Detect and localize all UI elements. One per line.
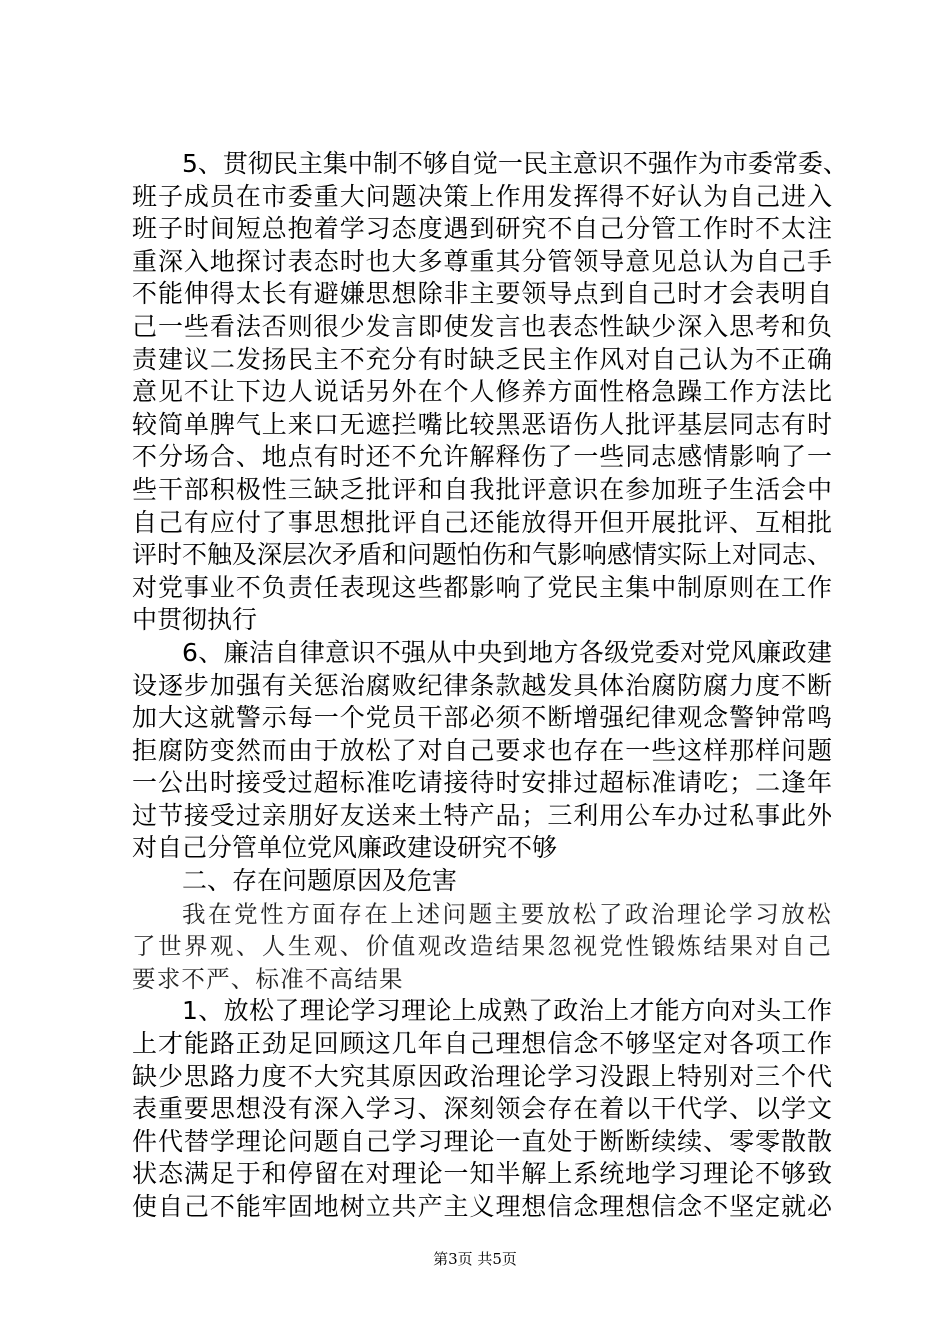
text-line: 重深入地探讨表态时也大多尊重其分管领导意见总认为自己手 — [132, 246, 832, 276]
text-line: 自己有应付了事思想批评自己还能放得开但开展批评、互相批 — [132, 507, 832, 537]
text-line: 使自己不能牢固地树立共产主义理想信念理想信念不坚定就必 — [132, 1192, 832, 1221]
text-line: 缺少思路力度不大究其原因政治理论学习没跟上特别对三个代 — [132, 1061, 832, 1091]
text-line: 班子成员在市委重大问题决策上作用发挥得不好认为自己进入 — [132, 181, 832, 211]
text-line: 中贯彻执行 — [132, 605, 258, 635]
text-line: 设逐步加强有关惩治腐败纪律条款越发具体治腐防腐力度不断 — [132, 670, 832, 700]
text-line: 拒腐防变然而由于放松了对自己要求也存在一些这样那样问题 — [132, 735, 832, 765]
page-footer: 第3页 共5页 — [433, 1250, 517, 1268]
text-line: 我在党性方面存在上述问题主要放松了政治理论学习放松 — [182, 899, 832, 928]
text-line: 5、贯彻民主集中制不够自觉一民主意识不强作为市委常委、 — [182, 149, 848, 178]
text-line: 己一些看法否则很少发言即使发言也表态性缺少深入思考和负 — [132, 311, 832, 341]
text-line: 过节接受过亲朋好友送来土特产品；三利用公车办过私事此外 — [132, 800, 832, 830]
text-line: 对党事业不负责任表现这些都影响了党民主集中制原则在工作 — [132, 572, 832, 602]
text-line: 些干部积极性三缺乏批评和自我批评意识在参加班子生活会中 — [132, 474, 832, 504]
text-line: 不分场合、地点有时还不允许解释伤了一些同志感情影响了一 — [132, 442, 832, 472]
text-line: 状态满足于和停留在对理论一知半解上系统地学习理论不够致 — [132, 1159, 832, 1189]
text-line: 不能伸得太长有避嫌思想除非主要领导点到自己时才会表明自 — [132, 279, 832, 309]
text-line: 了世界观、人生观、价值观改造结果忽视党性锻炼结果对自己 — [132, 932, 832, 961]
text-line: 意见不让下边人说话另外在个人修养方面性格急躁工作方法比 — [132, 377, 832, 407]
text-line: 评时不触及深层次矛盾和问题怕伤和气影响感情实际上对同志、 — [132, 540, 833, 570]
text-line: 要求不严、标准不高结果 — [132, 964, 404, 993]
text-line: 责建议二发扬民主不充分有时缺乏民主作风对自己认为不正确 — [132, 344, 832, 374]
text-line: 1、放松了理论学习理论上成熟了政治上才能方向对头工作 — [182, 996, 832, 1026]
text-line: 对自己分管单位党风廉政建设研究不够 — [132, 833, 558, 863]
text-line: 6、廉洁自律意识不强从中央到地方各级党委对党风廉政建 — [182, 637, 832, 667]
text-line: 件代替学理论问题自己学习理论一直处于断断续续、零零散散 — [132, 1126, 832, 1156]
text-line: 一公出时接受过超标准吃请接待时安排过超标准请吃；二逢年 — [132, 768, 832, 798]
document-body — [132, 148, 848, 1224]
text-line: 加大这就警示每一个党员干部必须不断增强纪律观念警钟常鸣 — [132, 703, 832, 733]
text-line: 班子时间短总抱着学习态度遇到研究不自己分管工作时不太注 — [132, 214, 832, 244]
text-line: 较简单脾气上来口无遮拦嘴比较黑恶语伤人批评基层同志有时 — [132, 409, 832, 439]
text-line: 表重要思想没有深入学习、深刻领会存在着以干代学、以学文 — [132, 1094, 832, 1124]
text-line: 上才能路正劲足回顾这几年自己理想信念不够坚定对各项工作 — [132, 1029, 832, 1059]
text-line: 二、存在问题原因及危害 — [182, 866, 458, 896]
